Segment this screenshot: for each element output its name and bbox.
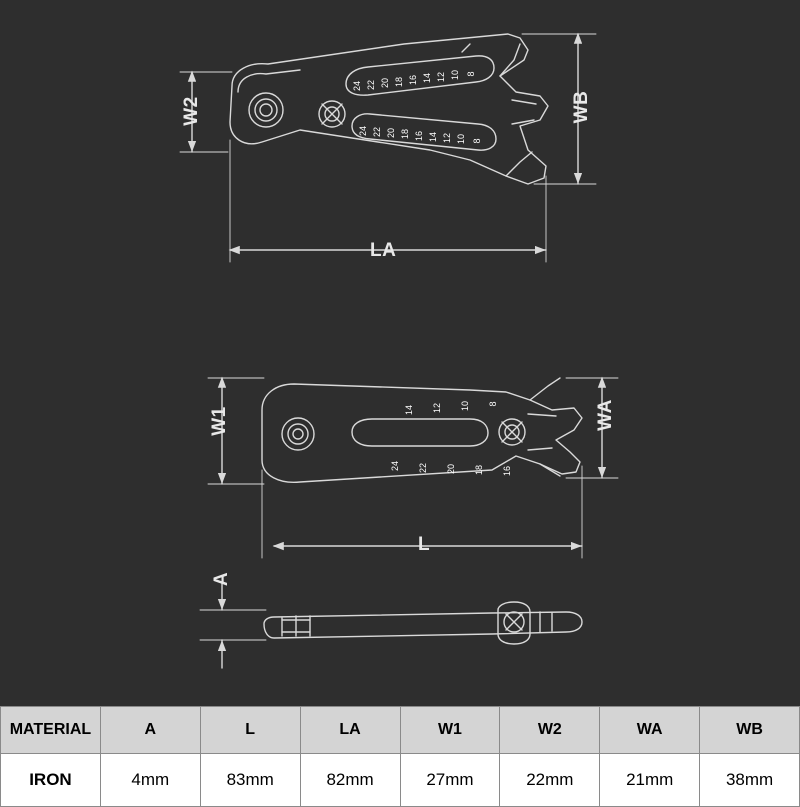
col-header-wa: WA [600, 707, 700, 754]
svg-text:20: 20 [386, 127, 396, 139]
dim-label-wb: WB [571, 90, 592, 124]
svg-text:8: 8 [488, 401, 498, 407]
svg-text:14: 14 [404, 404, 414, 416]
svg-text:18: 18 [474, 464, 484, 476]
svg-text:22: 22 [418, 462, 428, 474]
view-open-pliers-outline [230, 34, 548, 184]
col-header-l: L [200, 707, 300, 754]
svg-text:10: 10 [460, 400, 470, 412]
svg-text:12: 12 [432, 402, 442, 414]
specification-table [0, 706, 800, 807]
svg-text:22: 22 [372, 126, 382, 138]
cell-w1: 27mm [400, 754, 500, 807]
dim-label-w2: W2 [181, 96, 202, 126]
dim-label-l: L [418, 534, 431, 555]
view-side-outline [264, 602, 582, 644]
svg-text:12: 12 [442, 132, 452, 144]
svg-text:12: 12 [436, 71, 446, 83]
cell-wb: 38mm [700, 754, 800, 807]
svg-text:24: 24 [358, 125, 368, 137]
svg-text:20: 20 [380, 77, 390, 89]
svg-text:8: 8 [466, 71, 476, 77]
svg-text:24: 24 [390, 460, 400, 472]
svg-text:20: 20 [446, 463, 456, 475]
dim-label-la: LA [370, 240, 397, 261]
svg-text:24: 24 [352, 80, 362, 92]
svg-text:16: 16 [502, 465, 512, 477]
col-header-a: A [100, 707, 200, 754]
dimension-a [200, 582, 266, 668]
col-header-material: MATERIAL [1, 707, 101, 754]
dim-label-w1: W1 [209, 406, 230, 436]
svg-text:10: 10 [450, 69, 460, 81]
table-row [1, 754, 800, 807]
dim-label-wa: WA [595, 399, 616, 431]
svg-text:8: 8 [472, 138, 482, 144]
dim-label-a: A [211, 571, 232, 587]
svg-text:16: 16 [408, 74, 418, 86]
svg-text:22: 22 [366, 79, 376, 91]
svg-text:14: 14 [422, 72, 432, 84]
col-header-w1: W1 [400, 707, 500, 754]
cell-material: IRON [1, 754, 101, 807]
col-header-la: LA [300, 707, 400, 754]
cell-la: 82mm [300, 754, 400, 807]
cell-l: 83mm [200, 754, 300, 807]
svg-text:10: 10 [456, 133, 466, 145]
cell-wa: 21mm [600, 754, 700, 807]
col-header-w2: W2 [500, 707, 600, 754]
table-header-row [1, 707, 800, 754]
col-header-wb: WB [700, 707, 800, 754]
svg-text:14: 14 [428, 131, 438, 143]
svg-text:18: 18 [400, 128, 410, 140]
cell-w2: 22mm [500, 754, 600, 807]
svg-text:18: 18 [394, 76, 404, 88]
svg-text:16: 16 [414, 130, 424, 142]
cell-a: 4mm [100, 754, 200, 807]
